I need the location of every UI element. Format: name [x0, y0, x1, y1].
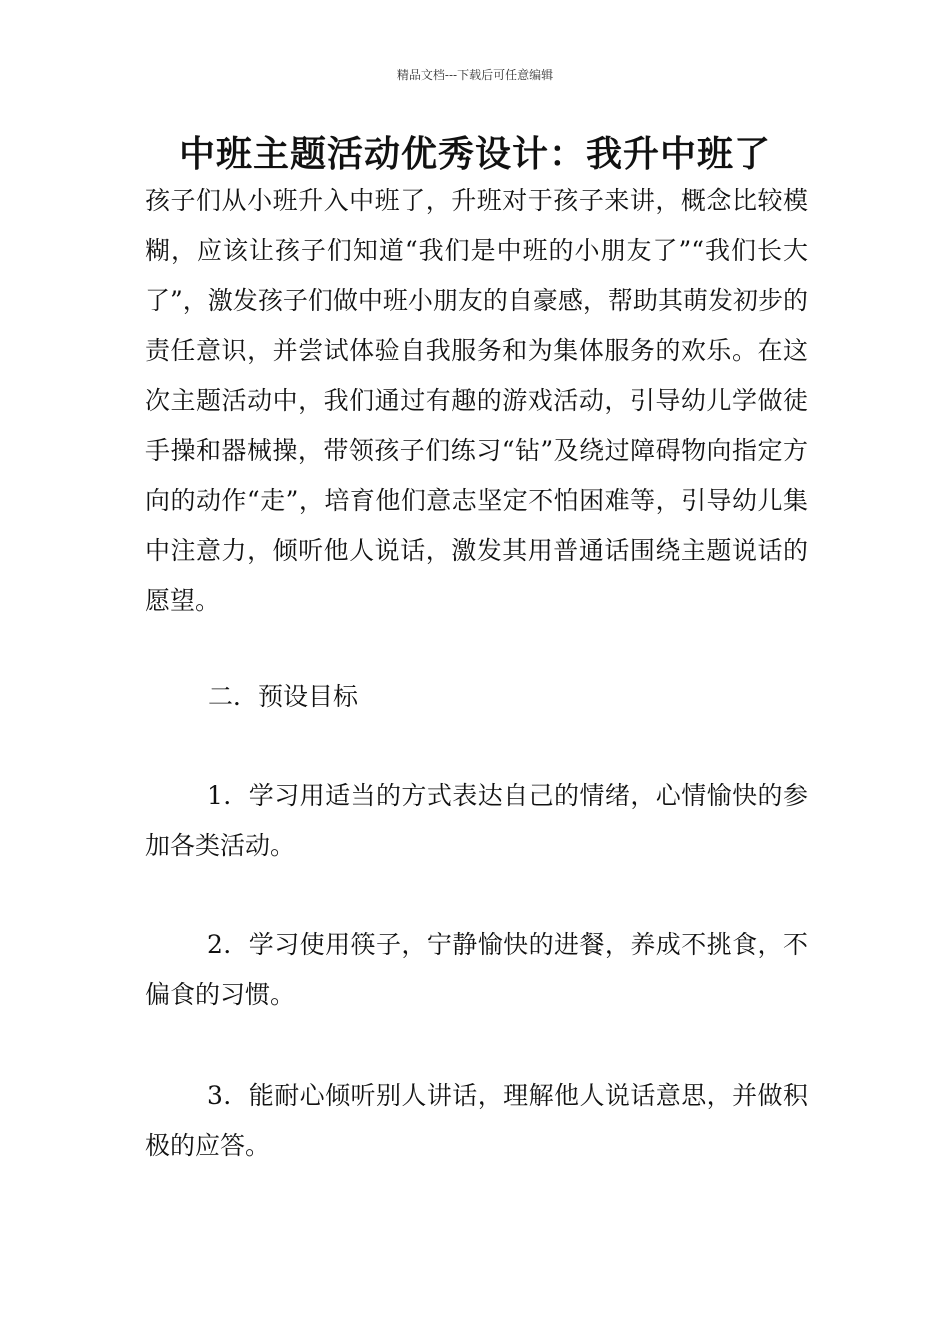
section-heading: 二．预设目标 [208, 682, 359, 711]
header-note: 精品文档---下载后可任意编辑 [396, 68, 554, 82]
document-title: 中班主题活动优秀设计：我升中班了 [178, 134, 771, 175]
goal-item: 3．能耐心倾听别人讲话，理解他人说话意思，并做积极的应答。 [145, 1081, 808, 1160]
goal-item: 2．学习使用筷子，宁静愉快的进餐，养成不挑食，不偏食的习惯。 [145, 930, 808, 1009]
intro-paragraph: 孩子们从小班升入中班了，升班对于孩子来讲，概念比较模糊，应该让孩子们知道“我们是中班的小朋友了”“我们长大了”，激发孩子们做中班小朋友的自豪感，帮助其萌发初步的责任意识，并尝试体验自我服务和为集体服务的欢乐。在这次主题活动中，我们通过有趣的游戏活动，引导幼儿学做徒手操和器械操，带领孩子们练习“钻”及绕过障碍物向指定方向的动作“走”，培育他们意志坚定不怕困难等，引导幼儿集中注意力，倾听他人说话，激发其用普通话围绕主题说话的愿望。 [145, 186, 808, 615]
goal-item: 1．学习用适当的方式表达自己的情绪，心情愉快的参加各类活动。 [145, 781, 808, 860]
